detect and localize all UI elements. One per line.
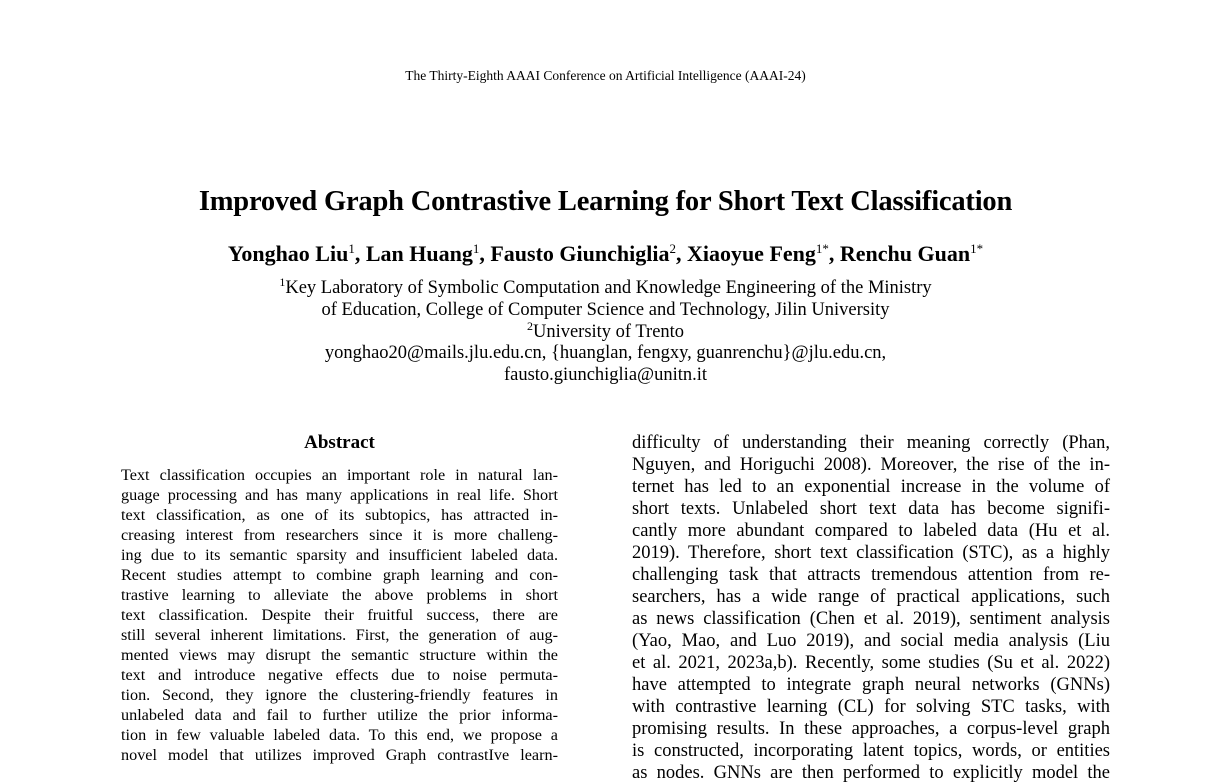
- abstract-line: creasing interest from researchers since it is more challeng-: [121, 526, 558, 544]
- abstract-line: trastive learning to alleviate the above problems in short: [121, 586, 558, 604]
- body-line: short texts. Unlabeled short text data has become signifi-: [632, 499, 1110, 519]
- body-line: searchers, has a wide range of practical applications, such: [632, 587, 1110, 607]
- author-name: Xiaoyue Feng: [686, 241, 816, 266]
- abstract-line: text and introduce negative effects due to noise permuta-: [121, 666, 558, 684]
- author-affiliation-marker: 1*: [970, 241, 984, 256]
- author-separator: ,: [828, 241, 840, 266]
- abstract-line: unlabeled data and fail to further utilize the prior informa-: [121, 706, 558, 724]
- author-affiliation-marker: 1: [472, 241, 480, 256]
- affiliation-marker: 1: [279, 275, 286, 289]
- body-line: (Yao, Mao, and Luo 2019), and social media analysis (Liu: [632, 631, 1110, 651]
- body-line: ternet has led to an exponential increase in the volume of: [632, 477, 1110, 497]
- author-name: Renchu Guan: [839, 241, 971, 266]
- body-line: et al. 2021, 2023a,b). Recently, some studies (Su et al. 2022): [632, 653, 1110, 673]
- author-affiliation-marker: 2: [669, 241, 676, 256]
- abstract-line: text classification. Despite their fruitful success, there are: [121, 606, 558, 624]
- body-line: have attempted to integrate graph neural networks (GNNs): [632, 675, 1110, 695]
- body-line: 2019). Therefore, short text classification (STC), as a highly: [632, 543, 1110, 563]
- author-separator: ,: [675, 241, 687, 266]
- body-line: cantly more abundant compared to labeled data (Hu et al.: [632, 521, 1110, 541]
- body-line: as nodes. GNNs are then performed to explicitly model the: [632, 763, 1110, 783]
- abstract-line: ing due to its semantic sparsity and insufficient labeled data.: [121, 546, 558, 564]
- abstract-line: novel model that utilizes improved Graph contrastIve learn-: [121, 746, 558, 764]
- abstract-line: tion in few valuable labeled data. To this end, we propose a: [121, 726, 558, 744]
- abstract-line: Recent studies attempt to combine graph learning and con-: [121, 566, 558, 584]
- author-affiliation-marker: 1*: [815, 241, 829, 256]
- body-line: with contrastive learning (CL) for solving STC tasks, with: [632, 697, 1110, 717]
- paper-title: Improved Graph Contrastive Learning for Short Text Classification: [198, 186, 1013, 217]
- affiliation-2: $^2$University of Trento: [526, 318, 685, 342]
- abstract-line: guage processing and has many applications in real life. Short: [121, 486, 558, 504]
- body-line: is constructed, incorporating latent topics, words, or entities: [632, 741, 1110, 761]
- abstract-line: Text classification occupies an important role in natural lan-: [121, 466, 558, 484]
- author-name: Lan Huang: [365, 241, 473, 266]
- body-line: Nguyen, and Horiguchi 2008). Moreover, the rise of the in-: [632, 455, 1110, 475]
- affiliation-marker: 2: [526, 318, 533, 333]
- author-affiliation-marker: 1: [348, 241, 355, 256]
- affiliation-1-line-2: of Education, College of Computer Science and Technology, Jilin University: [321, 299, 890, 320]
- author-emails-line-1: yonghao20@mails.jlu.edu.cn, {huanglan, fengxy, guanrenchu}@jlu.edu.cn,: [324, 343, 887, 364]
- abstract-heading: Abstract: [304, 432, 375, 453]
- affiliations: [0, 275, 1211, 387]
- abstract-line: still several inherent limitations. First, the generation of aug-: [121, 626, 558, 644]
- body-line: challenging task that attracts tremendous attention from re-: [632, 565, 1110, 585]
- body-line: difficulty of understanding their meaning correctly (Phan,: [632, 433, 1110, 453]
- author-name: Fausto Giunchiglia: [490, 241, 670, 266]
- conference-header: The Thirty-Eighth AAAI Conference on Artificial Intelligence (AAAI-24): [405, 68, 806, 83]
- abstract-body: [121, 465, 558, 765]
- affiliation-1-line-1: $^1$Key Laboratory of Symbolic Computation and Knowledge Engineering of the Ministry: [279, 275, 932, 298]
- body-line: promising results. In these approaches, a corpus-level graph: [632, 719, 1110, 739]
- author-separator: ,: [479, 241, 491, 266]
- body-line: as news classification (Chen et al. 2019), sentiment analysis: [632, 609, 1110, 629]
- abstract-line: tion. Second, they ignore the clustering-friendly features in: [121, 686, 558, 704]
- author-list: [0, 241, 1211, 267]
- right-column-body-text: [632, 432, 1110, 784]
- author-name: Yonghao Liu: [227, 241, 349, 266]
- author-emails-line-2: fausto.giunchiglia@unitn.it: [503, 365, 708, 386]
- left-column: [121, 431, 558, 765]
- author-separator: ,: [354, 241, 366, 266]
- abstract-line: mented views may disrupt the semantic structure within the: [121, 646, 558, 664]
- abstract-line: text classification, as one of its subtopics, has attracted in-: [121, 506, 558, 524]
